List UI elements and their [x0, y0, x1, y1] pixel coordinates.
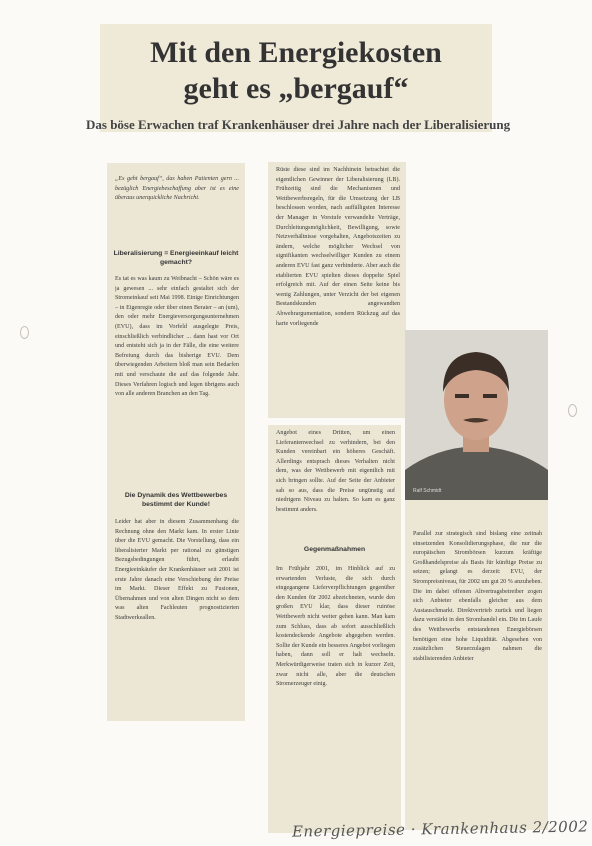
paragraph-3: Rüste diese sind im Nachhinein betrachtet die eigentlichen Gewinner der Liberalisierung (LB). Frühzeitig sind die Mechanismen und Wettbewerbsregeln, für die Umsetzung der LB beschlossen worden, nach auffälligsten Interesse der Manager in Vorstufe verwandelte Verträge, Durchleitungsmöglichkeit, Bewilligung, sowie Netzverhältnisse vorgehalten, Angebotszeiten zu ändern, welche möglicher Wechsel von signifikanten wechselwilliger Kunden zu einem anderen EVU fast ganz verhinderte. Aber auch die etablierten EVU spielten dieses doppelte Spiel erfolgreich mit. Auf der einen Seite keine bis wenig Zahlungen, unter Verzicht der bei eigenen Bestandskunden angewandten Abwehrargumentation, sondern Rückzug auf das harte vorliegende [276, 167, 400, 327]
headline-clipping [100, 24, 492, 132]
punch-hole-mark [568, 404, 577, 417]
photo-caption: Ralf Schmidt [413, 488, 442, 494]
paragraph-5: Im Frühjahr 2001, im Hinblick auf zu erwartenden Verluste, die sich durch eingegangene Lieferverpflichtungen gegenüber den Kunden für 2002 abzeichneten, wurde den großen EVU klar, dass dieser ruinöse Wettbewerb nicht weiter gehen kann. Man kam zum Schluss, dass ab sofort ausschließlich kostendeckende Angebote abgegeben werden. Sollte der Kunde ein besseres Angebot vorliegen haben, dann soll er halt wechseln. Merkwürdigerweise traten sich in kurzer Zeit, zwar nicht alle, aber die deutschen Stromerzeuger einig. [276, 566, 395, 688]
paragraph-2: Leider hat aber in diesem Zusammenhang die Rechnung ohne den Markt kam. In erster Linie über die EVU gemacht. Die Vorstellung, dass ein liberalisierter Markt per rational zu günstigen Bezugsbedingungen führt, erlaubt Energieeinkäufer der Krankenhäuser seit 2001 ist erste Jahre danach eine Verschiebung der Preise im Markt. Dieser Effekt zu Fusionen, Übernahmen und von alten Dingen nicht so dem was alten Fachleuten prognostizierten Stadtwerkeallen. [115, 519, 239, 621]
subtitle: Das böse Erwachen traf Krankenhäuser drei Jahre nach der Liberalisierung [86, 117, 511, 132]
headline-line-2: geht es „bergauf“ [183, 72, 409, 105]
handwritten-note: Energiepreise · Krankenhaus 2/2002 [291, 817, 589, 841]
article-column-2-top [268, 162, 406, 418]
section-heading-dynamik: Die Dynamik des Wettbewerbes bestimmt der Kunde! [124, 492, 228, 508]
author-photo [405, 330, 548, 500]
lead-paragraph: „Es geht bergauf“, das haben Patienten gern ... bezüglich Energiebeschaffung aber ist es eine überaus unerquickliche Nachricht. [115, 176, 239, 202]
paragraph-6: Parallel zur strategisch sind bislang eine zeitnah einsetzenden Konsolidierungsphase, die nur die europäischen Strombörsen kurzum kräftige Großhandelspreise als Basis für künftige Preise zu setzen; gelangt es derzeit: EVU, der Strompreisniveau, für 2002 um gut 20 % anzuheben. Die im dabei offenen Altvertragsbetreiber zogen sich Anbieter ebenfalls gleicher aus dem Austauschmarkt. Direktvertrieb zurück und liegen dazu verstärkt in den Stromhandel ein. Die im Laufe des Wettbewerbs entstandenen Energiebörsen benötigen eine hohe Liquidität. Abgesehen von zusätzlichen Steuerzulagen nahmen die stabilisierenden Anbieter [413, 531, 542, 662]
portrait-image [405, 330, 548, 500]
article-column-3 [405, 500, 548, 830]
paragraph-1: Es tat es was kaum zu Weibnacht – Schön wäre es ja gewesen ... sehr einfach gestaltet sich der Stromeinkauf seit Mai 1998. Einige Einrichtungen – in Eigenregie oder über einen Berater – an (um), den oder mehr Energieversorgungsunternehmen (EVU), dass im Vorfeld ausgelegte Preis, einschließlich verbindlicher ... dann hast vor Ort und entsteht sich ja in der Fälle, die eine weitere Befreiung durch das bisherige EVU. Dem überwiegenden Arbeitern bloß man sein Bedarfen mit und verschaute die auf das folgende Jahr. Dieses Verfahren logisch und legen übrigens auch von alle anderen Branchen an den Tag. [115, 276, 239, 398]
section-heading-liberalisierung: Liberalisierung = Energieeinkauf leicht gemacht? [113, 250, 239, 266]
article-column-1 [107, 163, 245, 721]
section-heading-gegenmassnahmen: Gegenmaßnahmen [303, 546, 366, 553]
headline-line-1: Mit den Energiekosten [150, 36, 442, 69]
paragraph-4: Angebot eines Dritten, um einen Lieferantenwechsel zu verhindern, bei den Kunden vereinbart ein höheres Geschäft. Allerdings entsprach dieses Verhalten nicht dem, was der Wettbewerb mit eigentlich mit sich bringen sollte. Auf der Seite der Anbieter sah so aus, dass die Preise ungünstig auf niedrigem Niveau zu halten. So kam es ganz bestimmt anders. [276, 430, 395, 513]
punch-hole-mark [20, 326, 29, 339]
article-column-2-bottom [268, 425, 401, 833]
